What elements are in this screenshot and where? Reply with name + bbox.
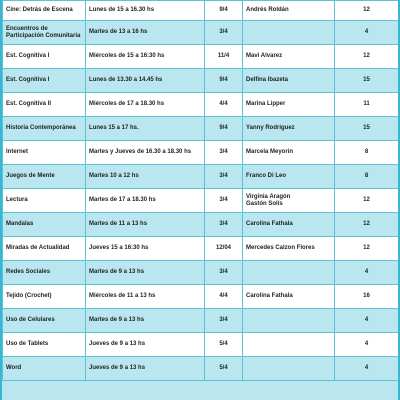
table-row: [3, 213, 399, 237]
course-teacher: Carolina Fathala: [243, 285, 335, 309]
table-row: [3, 309, 399, 333]
course-schedule: Lunes de 13.30 a 14.45 hs: [86, 69, 205, 93]
table-row: [3, 261, 399, 285]
course-quota: 15: [335, 117, 399, 141]
course-schedule: Martes de 9 a 13 hs: [86, 309, 205, 333]
course-teacher: Mercedes Calzon Flores: [243, 237, 335, 261]
course-schedule: Lunes 15 a 17 hs.: [86, 117, 205, 141]
course-start-date: 9/4: [205, 1, 243, 21]
course-name: Mandalas: [3, 213, 86, 237]
course-start-date: 5/4: [205, 357, 243, 381]
course-name: Uso de Tablets: [3, 333, 86, 357]
course-start-date: 3/4: [205, 189, 243, 213]
course-schedule: Martes de 9 a 13 hs: [86, 261, 205, 285]
course-quota: 4: [335, 333, 399, 357]
course-start-date: 11/4: [205, 45, 243, 69]
course-name: Encuentros de Participación Comunitaria: [3, 21, 86, 45]
course-schedule: Miércoles de 17 a 18.30 hs: [86, 93, 205, 117]
course-quota: 12: [335, 237, 399, 261]
course-start-date: 4/4: [205, 93, 243, 117]
table-row: [3, 93, 399, 117]
table-row: [3, 69, 399, 93]
course-start-date: 3/4: [205, 165, 243, 189]
table-row: [3, 189, 399, 213]
course-name: Historia Contemporánea: [3, 117, 86, 141]
course-start-date: 3/4: [205, 261, 243, 285]
course-name: Lectura: [3, 189, 86, 213]
course-quota: 12: [335, 1, 399, 21]
course-quota: 4: [335, 21, 399, 45]
course-name: Uso de Celulares: [3, 309, 86, 333]
course-schedule: Jueves de 9 a 13 hs: [86, 333, 205, 357]
course-name: Est. Cognitiva I: [3, 69, 86, 93]
course-quota: 12: [335, 213, 399, 237]
course-teacher: [243, 21, 335, 45]
course-quota: 11: [335, 93, 399, 117]
course-quota: 15: [335, 69, 399, 93]
course-teacher: Franco Di Leo: [243, 165, 335, 189]
course-name: Juegos de Mente: [3, 165, 86, 189]
course-teacher: Yanny Rodriguez: [243, 117, 335, 141]
course-teacher: Delfina Ibazeta: [243, 69, 335, 93]
table-row: [3, 357, 399, 381]
course-start-date: 12/04: [205, 237, 243, 261]
course-name: Cine: Detrás de Escena: [3, 1, 86, 21]
table-row: [3, 333, 399, 357]
course-start-date: 3/4: [205, 309, 243, 333]
course-schedule: Martes 10 a 12 hs: [86, 165, 205, 189]
course-quota: 8: [335, 165, 399, 189]
course-quota: 4: [335, 309, 399, 333]
course-schedule: Miércoles de 11 a 13 hs: [86, 285, 205, 309]
table-row: [3, 285, 399, 309]
course-teacher: [243, 333, 335, 357]
course-quota: 8: [335, 141, 399, 165]
course-name: Tejido (Crochet): [3, 285, 86, 309]
course-name: Word: [3, 357, 86, 381]
footer-band: [2, 380, 398, 400]
course-teacher: Virginia Aragón Gastón Solís: [243, 189, 335, 213]
course-name: Internet: [3, 141, 86, 165]
course-schedule: Lunes de 15 a 16.30 hs: [86, 1, 205, 21]
table-row: [3, 117, 399, 141]
course-teacher: [243, 309, 335, 333]
table-row: [3, 45, 399, 69]
course-start-date: 3/4: [205, 213, 243, 237]
course-start-date: 9/4: [205, 69, 243, 93]
course-teacher: [243, 357, 335, 381]
table-row: [3, 237, 399, 261]
course-schedule: Miércoles de 15 a 16:30 hs: [86, 45, 205, 69]
table-row: [3, 165, 399, 189]
table-row: [3, 21, 399, 45]
course-start-date: 3/4: [205, 141, 243, 165]
course-teacher: [243, 261, 335, 285]
course-schedule: Martes de 11 a 13 hs: [86, 213, 205, 237]
course-quota: 4: [335, 357, 399, 381]
course-name: Redes Sociales: [3, 261, 86, 285]
table-row: [3, 141, 399, 165]
course-teacher: Andrés Roldán: [243, 1, 335, 21]
course-start-date: 3/4: [205, 21, 243, 45]
course-quota: 12: [335, 45, 399, 69]
course-schedule-table: [2, 0, 399, 381]
course-start-date: 4/4: [205, 285, 243, 309]
course-name: Est. Cognitiva II: [3, 93, 86, 117]
course-name: Miradas de Actualidad: [3, 237, 86, 261]
course-start-date: 5/4: [205, 333, 243, 357]
course-quota: 16: [335, 285, 399, 309]
table-row: [3, 1, 399, 21]
course-teacher: Mavi Alvarez: [243, 45, 335, 69]
course-teacher: Marcela Meyorin: [243, 141, 335, 165]
course-schedule: Jueves 15 a 16:30 hs: [86, 237, 205, 261]
course-teacher: Marina Lipper: [243, 93, 335, 117]
course-schedule: Jueves de 9 a 13 hs: [86, 357, 205, 381]
course-quota: 12: [335, 189, 399, 213]
course-schedule: Martes y Jueves de 16.30 a 18.30 hs: [86, 141, 205, 165]
course-quota: 4: [335, 261, 399, 285]
course-schedule: Martes de 13 a 16 hs: [86, 21, 205, 45]
course-teacher: Carolina Fathala: [243, 213, 335, 237]
course-start-date: 9/4: [205, 117, 243, 141]
course-name: Est. Cognitiva I: [3, 45, 86, 69]
course-schedule: Martes de 17 a 18.30 hs: [86, 189, 205, 213]
